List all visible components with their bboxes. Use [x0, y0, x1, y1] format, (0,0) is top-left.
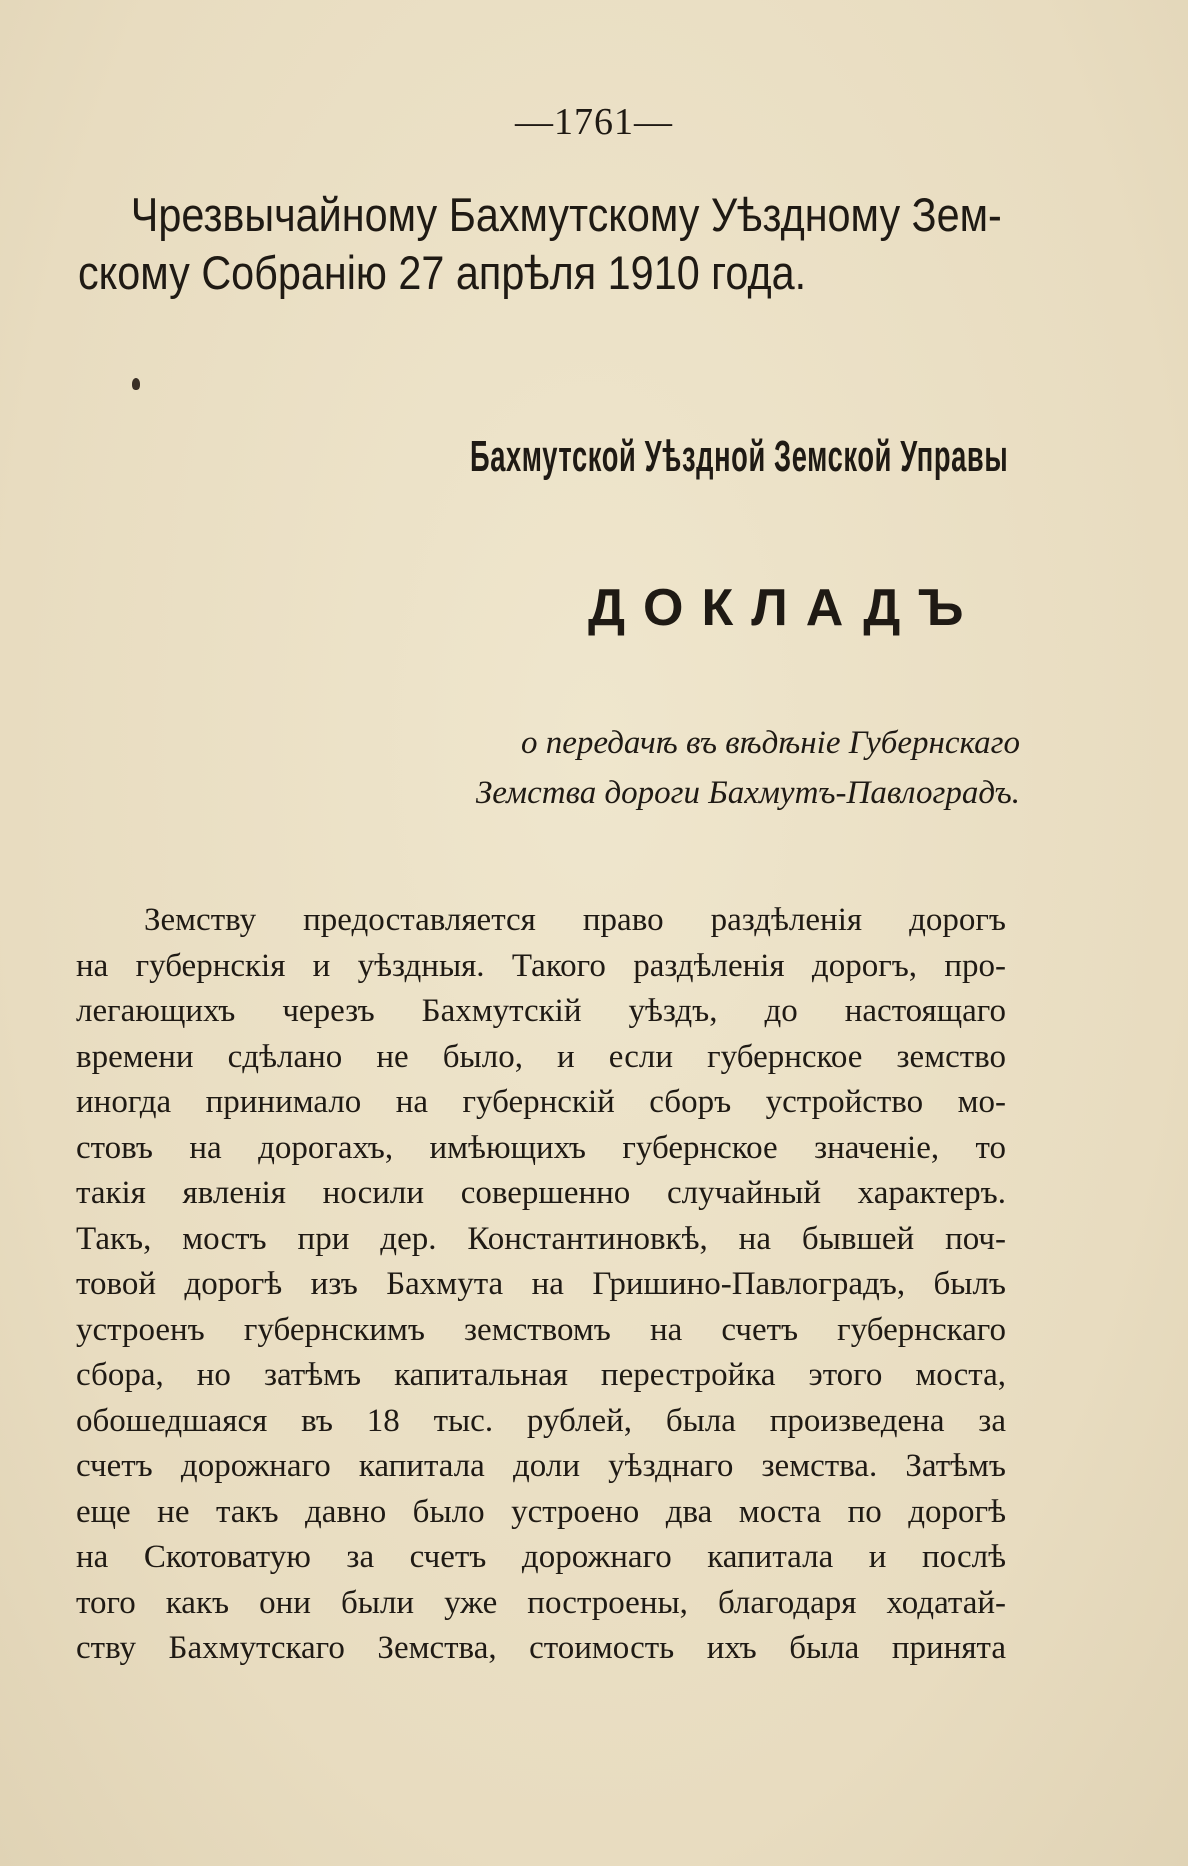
ink-mark: [132, 378, 140, 390]
body-line: ству Бахмутскаго Земства, стоимость ихъ была принята: [76, 1630, 1006, 1666]
body-line: на губернскія и уѣздныя. Такого раздѣленія дорогъ, про-: [76, 947, 1006, 984]
subject-line-2: Земства дороги Бахмутъ-Павлоградъ.: [475, 775, 1020, 811]
body-line: товой дорогѣ изъ Бахмута на Гришино-Павлоградъ, былъ: [76, 1266, 1006, 1302]
body-line: сбора, но затѣмъ капитальная перестройка этого моста,: [76, 1357, 1006, 1393]
report-subject: [400, 718, 1020, 818]
issuing-authority: Бахмутской Уѣздной Земской Управы: [470, 432, 1009, 481]
document-heading: [78, 186, 1002, 302]
subject-line-1: о передачѣ въ вѣдѣніе Губернскаго: [521, 725, 1020, 761]
body-line: времени сдѣлано не было, и если губернское земство: [76, 1038, 1006, 1075]
body-line: обошедшаяся въ 18 тыс. рублей, была произведена за: [76, 1402, 1006, 1439]
body-paragraph: [76, 898, 1006, 1672]
heading-line-1: Чрезвычайному Бахмутскому Уѣздному Зем-: [130, 188, 1002, 241]
body-line: того какъ они были уже построены, благодаря ходатай-: [76, 1584, 1006, 1621]
body-line: легающихъ черезъ Бахмутскій уѣздъ, до настоящаго: [76, 993, 1006, 1029]
body-line: еще не такъ давно было устроено два моста по дорогѣ: [76, 1493, 1006, 1530]
body-line: Такъ, мостъ при дер. Константиновкѣ, на бывшей поч-: [76, 1220, 1006, 1257]
body-line: Земству предоставляется право раздѣленія дорогъ: [144, 902, 1006, 938]
page-number: —1761—: [515, 101, 673, 143]
body-line: на Скотоватую за счетъ дорожнаго капитала и послѣ: [76, 1539, 1006, 1575]
document-type-title: ДОКЛАДЪ: [588, 579, 982, 637]
body-line: счетъ дорожнаго капитала доли уѣзднаго земства. Затѣмъ: [76, 1448, 1006, 1484]
heading-line-2: скому Собранію 27 апрѣля 1910 года.: [78, 246, 807, 299]
body-line: устроенъ губернскимъ земствомъ на счетъ губернскаго: [76, 1311, 1006, 1348]
body-line: иногда принимало на губернскій сборъ устройство мо-: [76, 1084, 1006, 1120]
body-line: такія явленія носили совершенно случайный характеръ.: [76, 1175, 1006, 1211]
body-line: стовъ на дорогахъ, имѣющихъ губернское значеніе, то: [76, 1129, 1006, 1166]
